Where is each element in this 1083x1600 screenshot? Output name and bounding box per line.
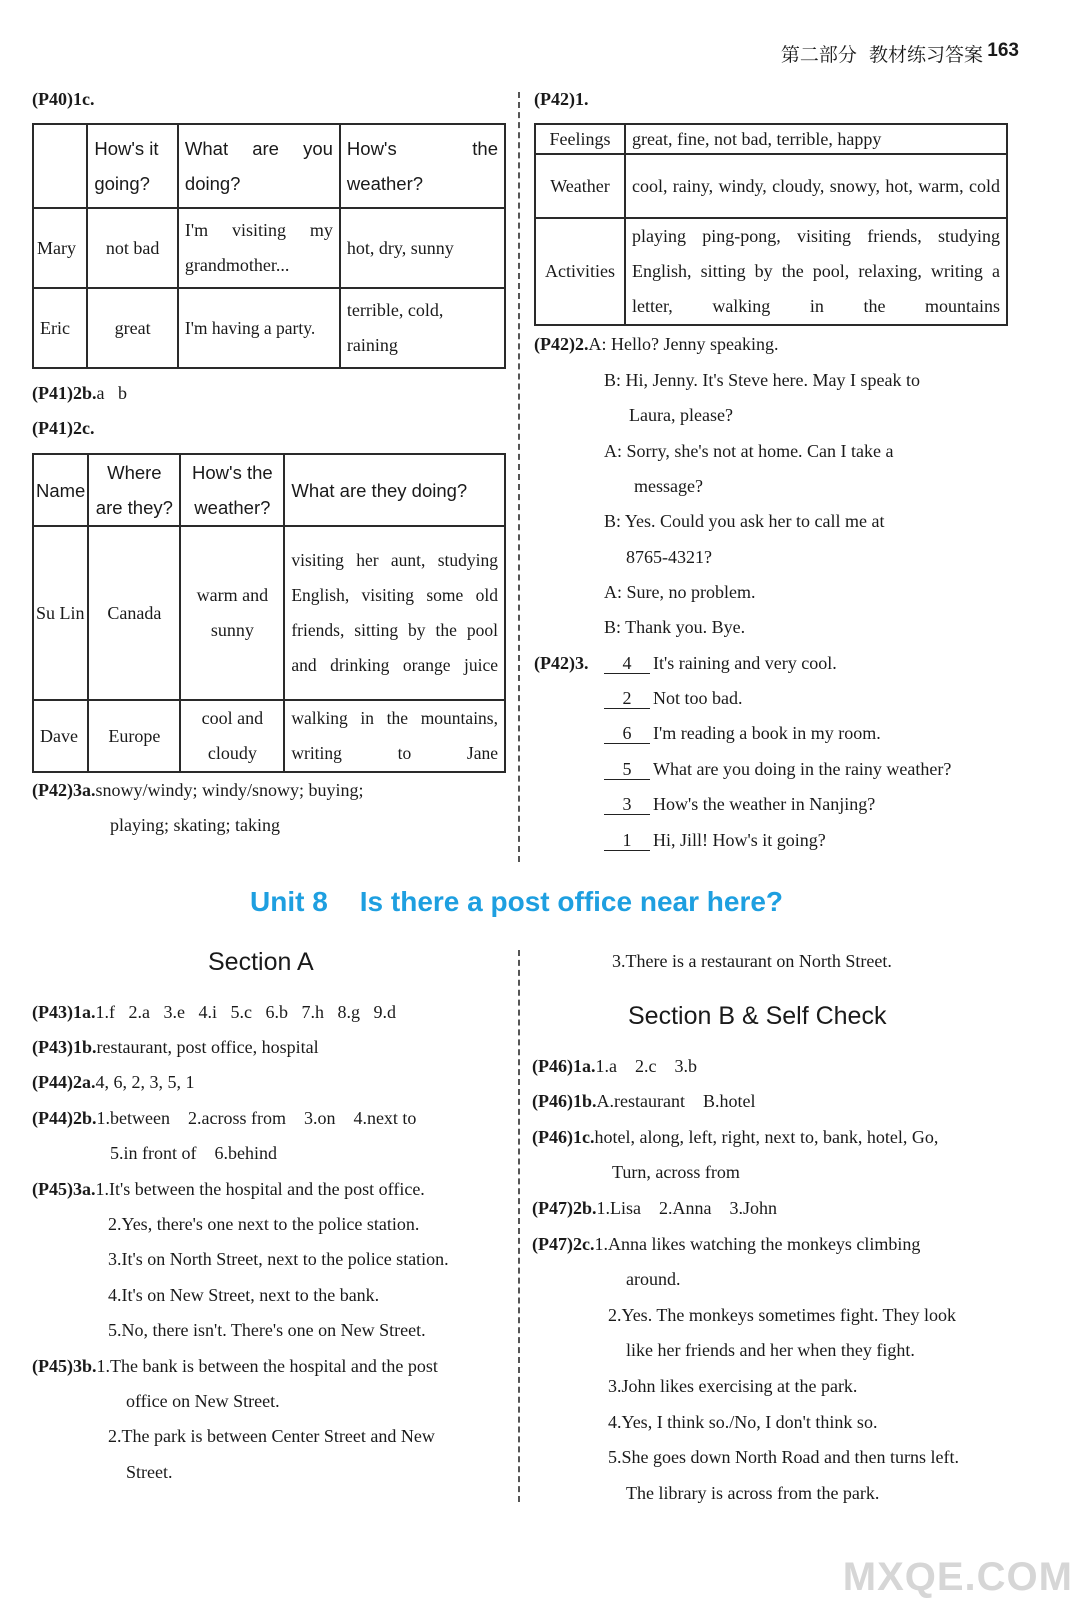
dialogue-line: 8765-4321? (626, 547, 712, 567)
table-row (33, 526, 505, 700)
answer-line (32, 1107, 416, 1129)
answer-text: 1.between 2.across from 3.on 4.next to (96, 1108, 417, 1128)
table-cell: I'm visiting my grandmother... (178, 208, 340, 288)
dialogue-line: B: Yes. Could you ask her to call me at (604, 511, 885, 531)
answer-text: restaurant, post office, hospital (96, 1037, 319, 1057)
label-p42-3: (P42)3. (534, 653, 589, 673)
answer-label: (P42)2. (534, 334, 589, 354)
order-text: I'm reading a book in my room. (653, 723, 881, 743)
answer-text-cont: like her friends and her when they fight. (626, 1340, 915, 1360)
answer-text-cont: office on New Street. (126, 1391, 280, 1411)
table-header-cell: Where are they? (88, 454, 180, 526)
table-cell: I'm having a party. (178, 288, 340, 368)
column-divider-top (518, 92, 520, 862)
table-header-cell: What are you doing? (178, 124, 340, 208)
table-row (33, 700, 505, 772)
table-header-row (33, 124, 505, 208)
dialogue-line: A: Sure, no problem. (604, 582, 756, 602)
answer-text: 4, 6, 2, 3, 5, 1 (95, 1072, 195, 1092)
header-part: 第二部分 (780, 44, 857, 66)
answer-text-cont: 4.It's on New Street, next to the bank. (108, 1285, 380, 1305)
answer-line (32, 1355, 438, 1377)
table-header-cell: Name (33, 454, 88, 526)
answer-text-cont: around. (626, 1269, 681, 1289)
table-cell: not bad (87, 208, 178, 288)
ordering-item (604, 687, 743, 709)
answer-label: (P47)2b. (532, 1198, 597, 1218)
answer-text-cont: 3.There is a restaurant on North Street. (612, 951, 892, 971)
answer-line (32, 1001, 396, 1023)
answer-label: (P47)2c. (532, 1234, 595, 1254)
label-p40-1c: (P40)1c. (32, 89, 95, 109)
table-p42-1 (534, 123, 1008, 326)
answer-text-cont: playing; skating; taking (110, 815, 280, 835)
answer-text-cont: 3.John likes exercising at the park. (608, 1376, 858, 1396)
table-cell: Dave (33, 700, 88, 772)
answer-line (32, 1071, 194, 1093)
answer-text-cont: Street. (126, 1462, 173, 1482)
ordering-item (604, 793, 875, 815)
order-number: 2 (604, 688, 650, 709)
answer-line (532, 1055, 697, 1077)
ordering-item (604, 829, 826, 851)
table-cell: Eric (33, 288, 87, 368)
answer-label: (P45)3b. (32, 1356, 97, 1376)
answer-line (532, 1126, 938, 1148)
answer-text: 1.a 2.c 3.b (595, 1056, 697, 1076)
table-row (33, 208, 505, 288)
section-b-title: Section B & Self Check (628, 1002, 887, 1030)
answer-line (32, 1036, 319, 1058)
answer-line (32, 1178, 425, 1200)
table-cell: visiting her aunt, studying English, visiting some old friends, sitting by the pool and drinking orange juice (284, 526, 505, 700)
ordering-item (604, 652, 837, 674)
table-cell: Weather (535, 154, 625, 218)
answer-label: (P46)1b. (532, 1091, 597, 1111)
answer-p42-3a (32, 779, 364, 801)
answer-text: 1.The bank is between the hospital and the post (96, 1356, 438, 1376)
answer-text: A.restaurant B.hotel (596, 1091, 756, 1111)
table-p40-1c (32, 123, 506, 369)
dialogue-line: message? (634, 476, 703, 496)
answer-text: 1.Lisa 2.Anna 3.John (596, 1198, 777, 1218)
answer-line (532, 1233, 920, 1255)
answer-line (532, 1197, 777, 1219)
answer-text-cont: 5.No, there isn't. There's one on New Street. (108, 1320, 426, 1340)
table-cell: cool, rainy, windy, cloudy, snowy, hot, warm, cold (625, 154, 1007, 218)
table-cell: terrible, cold, raining (340, 288, 505, 368)
answer-text: a b (96, 383, 127, 403)
label-p41-2c: (P41)2c. (32, 418, 95, 438)
unit-number: Unit 8 (250, 886, 328, 917)
table-cell: Activities (535, 218, 625, 325)
answer-text: hotel, along, left, right, next to, bank, hotel, Go, (594, 1127, 939, 1147)
table-cell (33, 124, 87, 208)
answer-text-cont: 3.It's on North Street, next to the police station. (108, 1249, 449, 1269)
table-row (535, 124, 1007, 154)
unit-title (250, 886, 783, 918)
watermark: MXQE.COM (842, 1555, 1073, 1599)
answer-text-cont: 5.She goes down North Road and then turns left. (608, 1447, 959, 1467)
table-cell: playing ping-pong, visiting friends, studying English, sitting by the pool, relaxing, writing a letter, walking in the mountains (625, 218, 1007, 325)
order-text: Hi, Jill! How's it going? (653, 830, 826, 850)
table-cell: great, fine, not bad, terrible, happy (625, 124, 1007, 154)
answer-label: (P45)3a. (32, 1179, 96, 1199)
order-text: How's the weather in Nanjing? (653, 794, 876, 814)
answer-label: (P44)2b. (32, 1108, 97, 1128)
table-cell: Su Lin (33, 526, 88, 700)
dialogue-line: B: Hi, Jenny. It's Steve here. May I speak to (604, 370, 921, 390)
table-header-cell: What are they doing? (284, 454, 505, 526)
header-title: 教材练习答案 (868, 44, 983, 66)
table-header-cell: How's the weather? (340, 124, 505, 208)
order-number: 6 (604, 723, 650, 744)
dialogue-line: B: Thank you. Bye. (604, 617, 746, 637)
answer-text: 1.Anna likes watching the monkeys climbing (594, 1234, 921, 1254)
label-p42-1: (P42)1. (534, 89, 589, 109)
table-cell: hot, dry, sunny (340, 208, 505, 288)
table-cell: Feelings (535, 124, 625, 154)
page-number: 163 (987, 40, 1019, 61)
ordering-item (604, 722, 881, 744)
answer-text-cont: 2.Yes. The monkeys sometimes fight. They look (608, 1305, 956, 1325)
answer-text-cont: The library is across from the park. (626, 1483, 880, 1503)
order-number: 3 (604, 794, 650, 815)
order-number: 5 (604, 759, 650, 780)
dialogue-line: A: Sorry, she's not at home. Can I take a (604, 441, 894, 461)
answer-text: 1.It's between the hospital and the post office. (95, 1179, 425, 1199)
table-cell: great (87, 288, 178, 368)
table-header-cell: How's the weather? (180, 454, 284, 526)
order-number: 4 (604, 653, 650, 674)
unit-heading: Is there a post office near here? (359, 886, 784, 917)
table-cell: Canada (88, 526, 180, 700)
table-row (535, 218, 1007, 325)
answer-line (532, 1090, 755, 1112)
column-divider-bottom (518, 950, 520, 1502)
answer-text: snowy/windy; windy/snowy; buying; (95, 780, 364, 800)
answer-label: (P46)1c. (532, 1127, 595, 1147)
table-cell: Europe (88, 700, 180, 772)
table-cell: walking in the mountains, writing to Jane (284, 700, 505, 772)
answer-p42-2 (534, 333, 778, 355)
answer-text-cont: 4.Yes, I think so./No, I don't think so. (608, 1412, 878, 1432)
table-row (535, 154, 1007, 218)
answer-text: 1.f 2.a 3.e 4.i 5.c 6.b 7.h 8.g 9.d (95, 1002, 396, 1022)
answer-text-cont: 2.Yes, there's one next to the police station. (108, 1214, 420, 1234)
answer-label: (P41)2b. (32, 383, 97, 403)
order-number: 1 (604, 830, 650, 851)
order-text: What are you doing in the rainy weather? (653, 759, 952, 779)
table-row (33, 288, 505, 368)
answer-label: (P42)3a. (32, 780, 96, 800)
answer-text-cont: 2.The park is between Center Street and New (108, 1426, 435, 1446)
section-a-title: Section A (208, 948, 314, 976)
answer-label: (P46)1a. (532, 1056, 596, 1076)
answer-label: (P43)1b. (32, 1037, 97, 1057)
ordering-item (604, 758, 951, 780)
order-text: Not too bad. (653, 688, 743, 708)
answer-label: (P43)1a. (32, 1002, 96, 1022)
table-header-cell: How's it going? (87, 124, 178, 208)
answer-text-cont: 5.in front of 6.behind (110, 1143, 277, 1163)
table-cell: Mary (33, 208, 87, 288)
table-cell: warm and sunny (180, 526, 284, 700)
table-cell: cool and cloudy (180, 700, 284, 772)
order-text: It's raining and very cool. (653, 653, 837, 673)
answer-text-cont: Turn, across from (612, 1162, 740, 1182)
table-p41-2c (32, 453, 506, 773)
running-header (781, 40, 983, 67)
answer-label: (P44)2a. (32, 1072, 96, 1092)
answer-p41-2b (32, 382, 127, 404)
dialogue-line: A: Hello? Jenny speaking. (588, 334, 779, 354)
table-header-row (33, 454, 505, 526)
dialogue-line: Laura, please? (629, 405, 733, 425)
